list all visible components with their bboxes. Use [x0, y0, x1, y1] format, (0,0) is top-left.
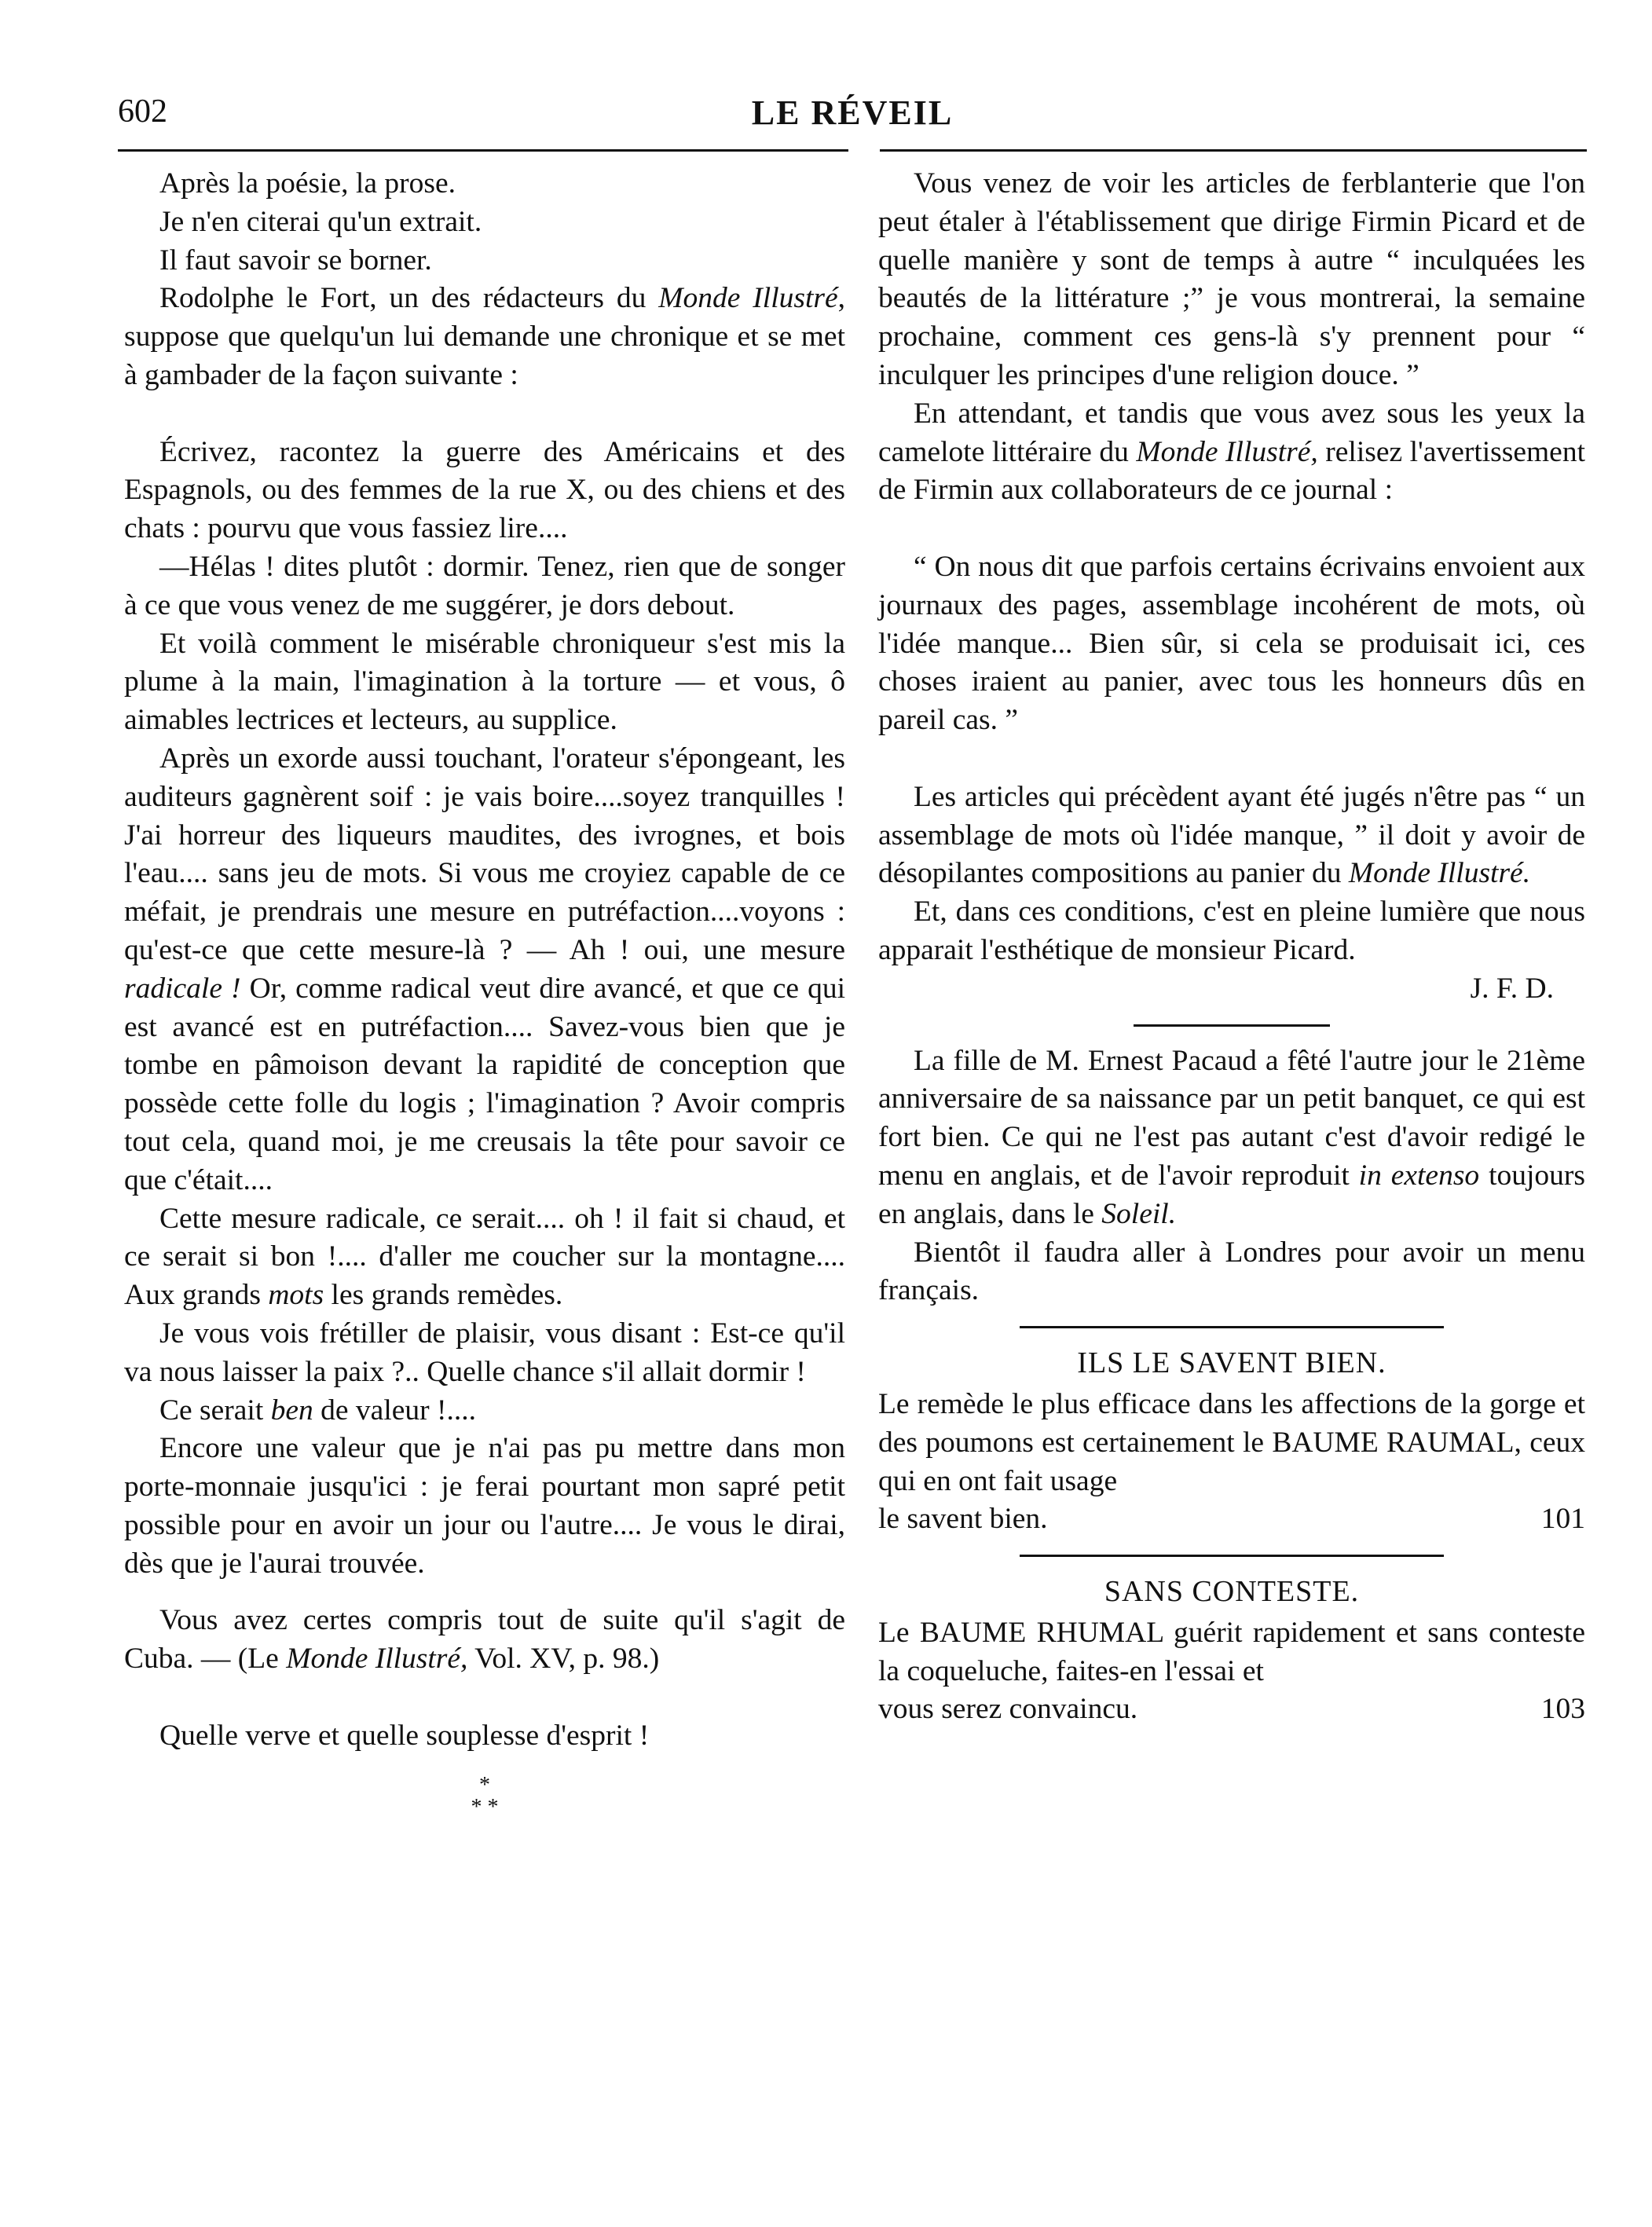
ad-number: 103 — [1540, 1693, 1585, 1726]
quoted-paragraph: Je vous vois frétiller de plaisir, vous disant : Est-ce qu'il va nous laisser la paix ?.. Quelle chance s'il allait dormir ! — [124, 1317, 845, 1388]
paragraph: Vous venez de voir les articles de ferblanterie que l'on peut étaler à l'établissement que dirige Firmin Picard et de quelle manière y sont de temps à autre “ inculquées les beautés de la littérature ;” je vous montrerai, la semaine prochaine, comment ces gens-là s'y prennent pour “ inculquer les principes d'une religion douce. ” — [878, 167, 1585, 391]
paragraph: Vous avez certes compris tout de suite qu'il s'agit de Cuba. — (Le Monde Illustré, Vol. XV, p. 98.) — [124, 1604, 845, 1676]
paragraph: Après la poésie, la prose. — [159, 167, 456, 200]
paragraph: Et, dans ces conditions, c'est en pleine lumière que nous apparait l'esthétique de monsieur Picard. — [878, 896, 1585, 966]
quoted-paragraph: Et voilà comment le misérable chroniqueur s'est mis la plume à la main, l'imagination à la torture — et vous, ô aimables lectrices et lecteurs, au supplice. — [124, 627, 845, 737]
journal-name: Monde Illustré — [658, 282, 838, 315]
ad-heading: SANS CONTESTE. — [1104, 1575, 1360, 1609]
journal-title: LE RÉVEIL — [751, 93, 954, 132]
left-column — [124, 165, 845, 1819]
journal-name: Monde Illustré, — [1136, 435, 1318, 468]
quoted-paragraph: Cette mesure radicale, ce serait.... oh ! il fait si chaud, et ce serait si bon !.... d'aller me coucher sur la montagne.... Aux grands mots les grands remèdes. — [124, 1202, 845, 1312]
journal-name: Monde Illustré, — [286, 1643, 468, 1676]
quoted-paragraph: Écrivez, racontez la guerre des Américains et des Espagnols, ou des femmes de la rue X, ou des chiens et des chats : pourvu que vous fassiez lire.... — [124, 435, 845, 545]
header-rule-left — [118, 149, 848, 152]
right-column — [878, 165, 1585, 1729]
asterism: * * * — [471, 1772, 499, 1819]
quoted-notice: “ On nous dit que parfois certains écrivains envoient aux journaux des pages, assemblage incohérent de mots, où l'idée manque... Bien sûr, si cela se produisait ici, ces choses iraient au panier, avec tous les honneurs dûs en pareil cas. ” — [878, 550, 1585, 737]
paragraph: Je n'en citerai qu'un extrait. — [159, 205, 482, 238]
italic-word: ben — [270, 1394, 313, 1427]
paragraph: Rodolphe le Fort, un des rédacteurs du Monde Illustré, suppose que quelqu'un lui demande une chronique et se met à gambader de la façon suivante : — [124, 282, 845, 391]
ad-text: Le remède le plus efficace dans les affections de la gorge et des poumons est certainement le BAUME RAUMAL, ceux qui en ont fait usage — [878, 1387, 1585, 1497]
quoted-paragraph: Ce serait ben de valeur !.... — [159, 1394, 476, 1427]
paragraph: Les articles qui précèdent ayant été jugés n'être pas “ un assemblage de mots où l'idée manque, ” il doit y avoir de désopilantes compositions au panier du Monde Illustré. — [878, 780, 1585, 890]
section-divider — [1020, 1326, 1444, 1328]
paragraph: Bientôt il faudra aller à Londres pour avoir un menu français. — [878, 1236, 1585, 1307]
page-header — [118, 93, 1587, 140]
quoted-paragraph: Encore une valeur que je n'ai pas pu mettre dans mon porte-monnaie jusqu'ici : je ferai pourtant mon sapré petit possible pour en avoir un jour ou l'autre.... Je vous le dirai, dès que je l'aurai trouvée. — [124, 1432, 845, 1580]
header-rule-right — [880, 149, 1587, 152]
signature: J. F. D. — [1470, 972, 1554, 1005]
paragraph: En attendant, et tandis que vous avez sous les yeux la camelote littéraire du Monde Illustré, relisez l'avertissement de Firmin aux collaborateurs de ce journal : — [878, 397, 1585, 507]
ad-last-line: le savent bien. 101 — [878, 1500, 1585, 1539]
ad-heading: ILS LE SAVENT BIEN. — [1077, 1346, 1386, 1380]
italic-word: mots — [268, 1279, 324, 1312]
ad-last-line: vous serez convaincu. 103 — [878, 1690, 1585, 1729]
quoted-paragraph: Après un exorde aussi touchant, l'orateur s'épongeant, les auditeurs gagnèrent soif : je vais boire....soyez tranquilles ! J'ai horreur des liqueurs maudites, des ivrognes, et bois l'eau.... sans jeu de mots. Si vous me croyiez capable de ce méfait, je prendrais une mesure en putréfaction....voyons : qu'est-ce que cette mesure-là ? — Ah ! oui, une mesure radicale ! Or, comme radical veut dire avancé, et que ce qui est avancé est en putréfaction.... Savez-vous bien que je tombe en pâmoison devant la rapidité de conception que possède cette folle du logis ; l'imagination ? Avoir compris tout cela, quand moi, je me creusais la tête pour savoir ce que c'était.... — [124, 742, 845, 1196]
section-divider — [1134, 1024, 1330, 1027]
italic-word: radicale ! — [124, 972, 241, 1005]
paragraph: Quelle verve et quelle souplesse d'esprit ! — [159, 1719, 650, 1752]
paragraph: Il faut savoir se borner. — [159, 244, 432, 277]
ad-number: 101 — [1540, 1503, 1585, 1536]
page-number: 602 — [118, 93, 167, 130]
quoted-paragraph: —Hélas ! dites plutôt : dormir. Tenez, rien que de songer à ce que vous venez de me suggérer, je dors debout. — [124, 550, 845, 621]
ad-text: Le BAUME RHUMAL guérit rapidement et sans conteste la coqueluche, faites-en l'essai et — [878, 1616, 1585, 1687]
journal-name: Soleil. — [1101, 1197, 1177, 1230]
paragraph: La fille de M. Ernest Pacaud a fêté l'autre jour le 21ème anniversaire de sa naissance par un petit banquet, ce qui est fort bien. Ce qui ne l'est pas autant c'est d'avoir redigé le menu en anglais, et de l'avoir reproduit in extenso toujours en anglais, dans le Soleil. — [878, 1044, 1585, 1230]
italic-phrase: in extenso — [1358, 1159, 1480, 1192]
section-divider — [1020, 1555, 1444, 1557]
journal-name: Monde Illustré. — [1348, 857, 1531, 890]
